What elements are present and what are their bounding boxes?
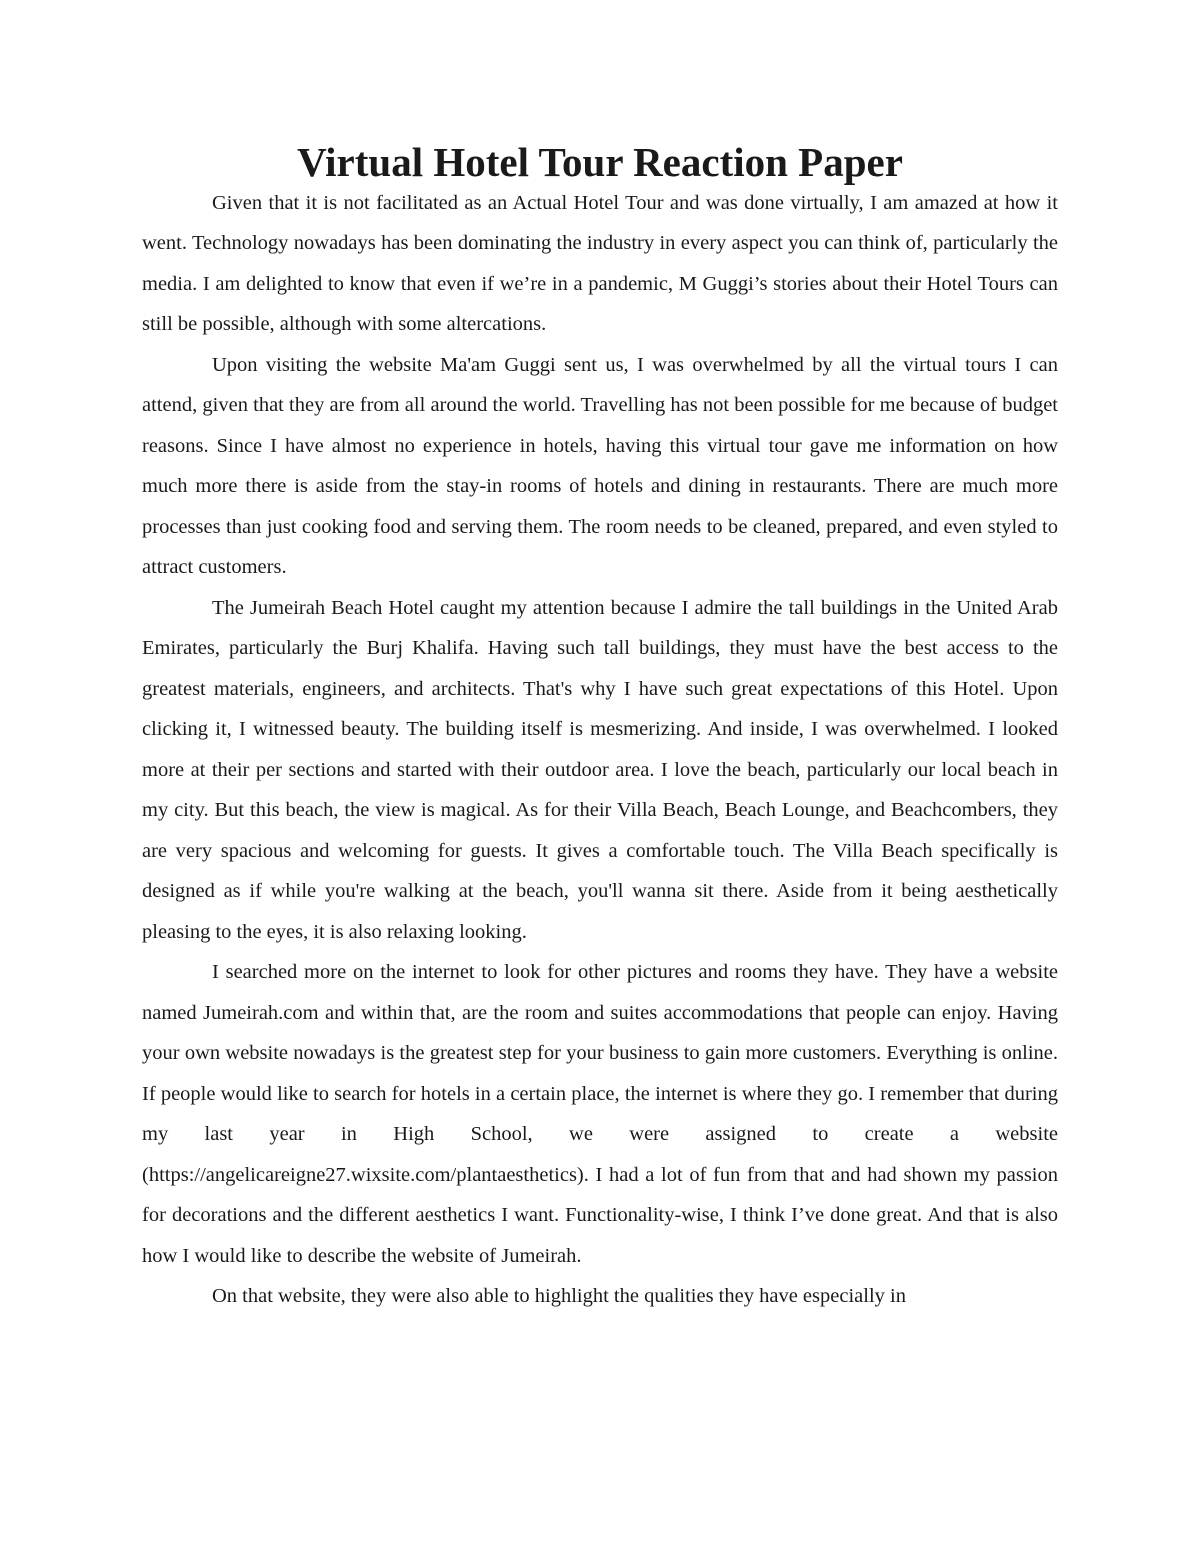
- paragraph-4: I searched more on the internet to look for other pictures and rooms they have. They have a website named Jumeirah.com and within that, are the room and suites accommodations that people can enjoy. Having your own website nowadays is the greatest step for your business to gain more customers. Everything is online. If people would like to search for hotels in a certain place, the internet is where they go. I remember that during my last year in High School, we were assigned to create a website (https://angelicareigne27.wixsite.com/plantaesthetics). I had a lot of fun from that and had shown my passion for decorations and the different aesthetics I want. Functionality-wise, I think I’ve done great. And that is also how I would like to describe the website of Jumeirah.: [142, 961, 1058, 1267]
- paragraph-1: Given that it is not facilitated as an Actual Hotel Tour and was done virtually, I am amazed at how it went. Technology nowadays has been dominating the industry in every aspect you can think of, particularly the media. I am delighted to know that even if we’re in a pandemic, M Guggi’s stories about their Hotel Tours can still be possible, although with some altercations.: [142, 191, 1058, 335]
- paragraph-2: Upon visiting the website Ma'am Guggi sent us, I was overwhelmed by all the virtual tours I can attend, given that they are from all around the world. Travelling has not been possible for me because of budget reasons. Since I have almost no experience in hotels, having this virtual tour gave me information on how much more there is aside from the stay-in rooms of hotels and dining in restaurants. There are much more processes than just cooking food and serving them. The room needs to be cleaned, prepared, and even styled to attract customers.: [142, 353, 1058, 578]
- paragraph-3: The Jumeirah Beach Hotel caught my attention because I admire the tall buildings in the United Arab Emirates, particularly the Burj Khalifa. Having such tall buildings, they must have the best access to the greatest materials, engineers, and architects. That's why I have such great expectations of this Hotel. Upon clicking it, I witnessed beauty. The building itself is mesmerizing. And inside, I was overwhelmed. I looked more at their per sections and started with their outdoor area. I love the beach, particularly our local beach in my city. But this beach, the view is magical. As for their Villa Beach, Beach Lounge, and Beachcombers, they are very spacious and welcoming for guests. It gives a comfortable touch. The Villa Beach specifically is designed as if while you're walking at the beach, you'll wanna sit there. Aside from it being aesthetically pleasing to the eyes, it is also relaxing looking.: [142, 596, 1058, 943]
- paragraph-5: On that website, they were also able to highlight the qualities they have especially in: [212, 1285, 906, 1307]
- document-body: [142, 139, 1058, 1317]
- document-title: Virtual Hotel Tour Reaction Paper: [297, 139, 903, 185]
